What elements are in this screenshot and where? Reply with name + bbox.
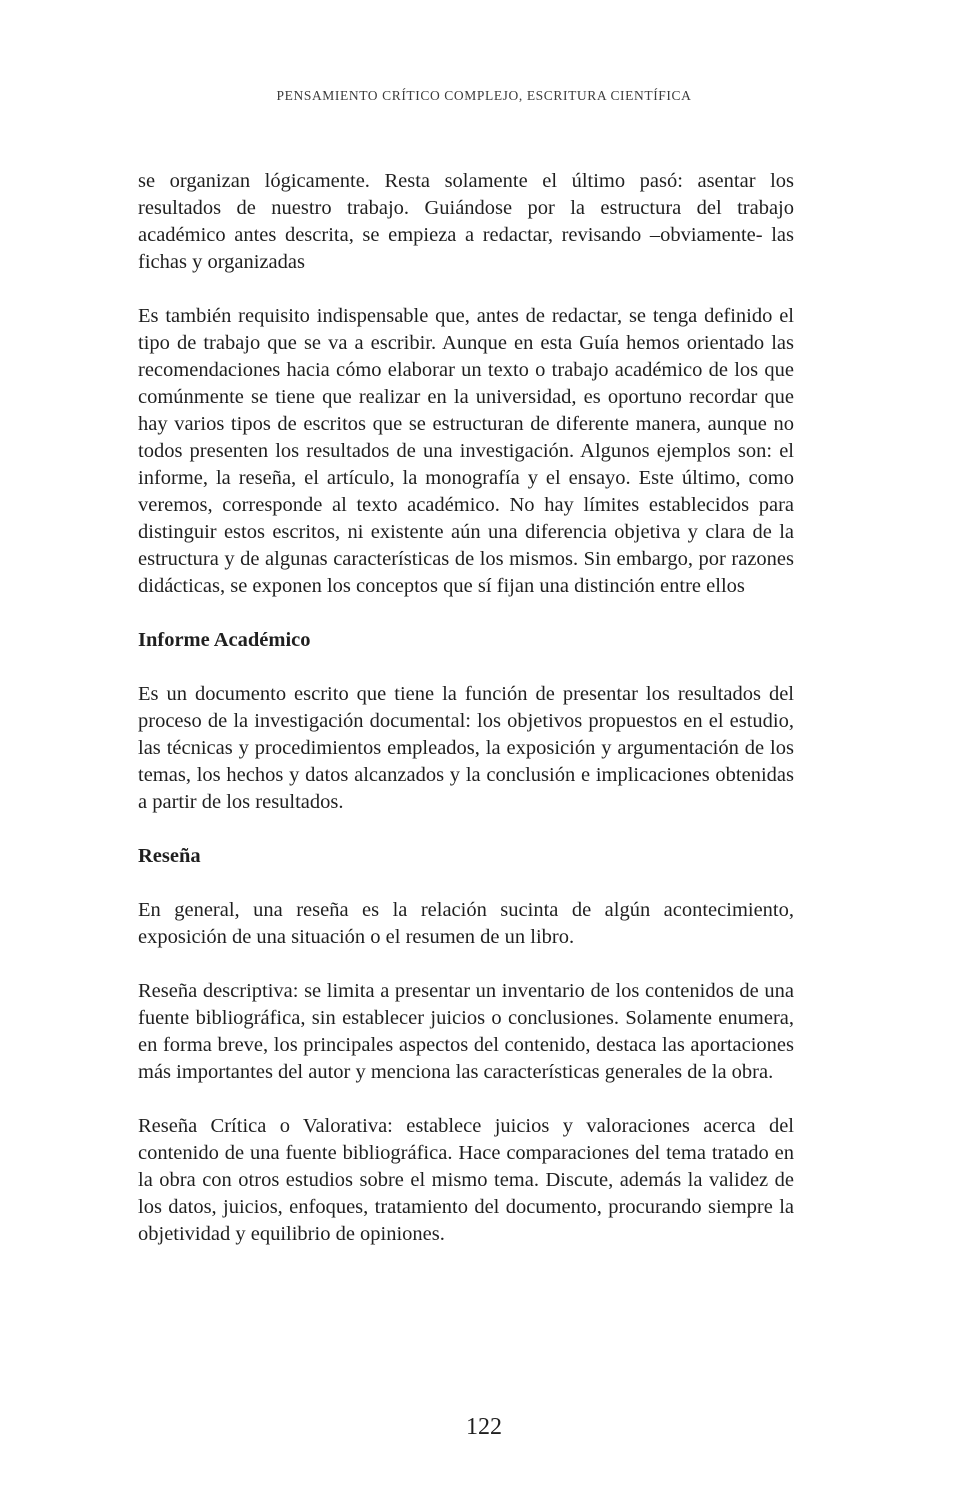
page-body [138,168,794,1275]
paragraph-resena-descriptiva: Reseña descriptiva: se limita a presentar un inventario de los contenidos de una fuente bibliográfica, sin establecer juicios o conclusiones. Solamente enumera, en forma breve, los principales aspectos del contenido, destaca las aportaciones más importantes del autor y menciona las características generales de la obra. [138,980,794,1083]
paragraph-continuation: se organizan lógicamente. Resta solamente el último pasó: asentar los resultados de nuestro trabajo. Guiándose por la estructura del trabajo académico antes descrita, se empieza a redactar, revisando –obviamente- las fichas y organizadas [138,170,794,273]
paragraph-resena-general: En general, una reseña es la relación sucinta de algún acontecimiento, exposición de una situación o el resumen de un libro. [138,899,794,948]
page-number: 122 [466,1414,502,1440]
paragraph-work-types: Es también requisito indispensable que, antes de redactar, se tenga definido el tipo de trabajo que se va a escribir. Aunque en esta Guía hemos orientado las recomendaciones hacia cómo elaborar un texto o trabajo académico de los que comúnmente se tiene que realizar en la universidad, es oportuno recordar que hay varios tipos de escritos que se estructuran de diferente manera, aunque no todos presenten los resultados de una investigación. Algunos ejemplos son: el informe, la reseña, el artículo, la monografía y el ensayo. Este último, como veremos, corresponde al texto académico. No hay límites establecidos para distinguir estos escritos, ni existente aún una diferencia objetiva y clara de la estructura y de algunas características de los mismos. Sin embargo, por razones didácticas, se exponen los conceptos que sí fijan una distinción entre ellos [138,305,794,597]
running-header: PENSAMIENTO CRÍTICO COMPLEJO, ESCRITURA CIENTÍFICA [276,88,692,103]
paragraph-informe-definition: Es un documento escrito que tiene la función de presentar los resultados del proceso de la investigación documental: los objetivos propuestos en el estudio, las técnicas y procedimientos empleados, la exposición y argumentación de los temas, los hechos y datos alcanzados y la conclusión e implicaciones obtenidas a partir de los resultados. [138,683,794,813]
heading-resena: Reseña [138,845,201,867]
heading-informe-academico: Informe Académico [138,629,311,651]
paragraph-resena-critica: Reseña Crítica o Valorativa: establece juicios y valoraciones acerca del contenido de una fuente bibliográfica. Hace comparaciones del tema tratado en la obra con otros estudios sobre el mismo tema. Discute, además la validez de los datos, juicios, enfoques, tratamiento del documento, procurando siempre la objetividad y equilibrio de opiniones. [138,1115,794,1245]
